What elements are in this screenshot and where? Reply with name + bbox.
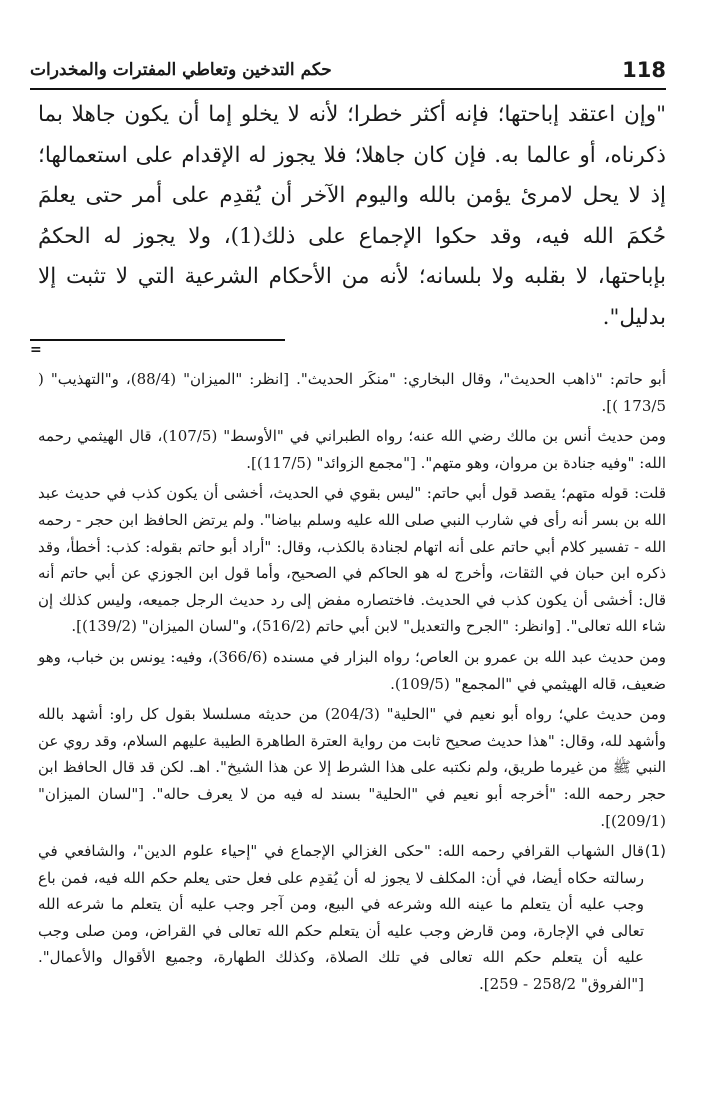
main-text	[38, 95, 666, 338]
footnote-text: قال الشهاب القرافي رحمه الله: "حكى الغزالي الإجماع في "إحياء علوم الدين"، والشافعي في رسالته حكاه أيضا، في أن: المكلف لا يجوز له أن يُقدِم على فعل حتى يعلم حكم الله فيه، فمن باع وجب عليه أن يتعلم ما عينه الله وشرعه في البيع، ومن آجر وجب عليه أن يتعلم ما شرعه الله تعالى في الإجارة، ومن قارض وجب عليه أن يتعلم حكم الله تعالى في القراض، ومن صلى وجب عليه أن يتعلم حكم الله تعالى في تلك الصلاة، وكذلك الطهارة، وجميع الأقوال والأعمال". ["الفروق" 258/2 - 259].	[38, 842, 644, 994]
main-paragraph: "وإن اعتقد إباحتها؛ فإنه أكثر خطرا؛ لأنه لا يخلو إما أن يكون جاهلا بما ذكرناه، أو عالما به. فإن كان جاهلا؛ فلا يجوز له الإقدام على استعمالها؛ إذ لا يحل لامرئ يؤمن بالله واليوم الآخر أن يُقدِم على أمر حتى يعلمَ حُكمَ الله فيه، وقد حكوا الإجماع على ذلك(1)، ولا يجوز له الحكمُ بإباحتها، لا بقلبه ولا بلسانه؛ لأنه من الأحكام الشرعية التي لا تثبت إلا بدليل".	[38, 102, 666, 330]
footnote-paragraph: ومن حديث أنس بن مالك رضي الله عنه؛ رواه الطبراني في "الأوسط" (107/5)، قال الهيثمي رحمه الله: "وفيه جنادة بن مروان، وهو متهم". ["مجمع الزوائد" (117/5)].	[38, 427, 666, 472]
footnotes	[38, 366, 666, 998]
footnote-paragraph: أبو حاتم: "ذاهب الحديث"، وقال البخاري: "منكَر الحديث". [انظر: "الميزان" (88/4)، و"التهذيب" ( 173/5 )].	[38, 370, 666, 415]
running-header	[30, 58, 666, 86]
page-number: 118	[622, 58, 666, 82]
running-title: حكم التدخين وتعاطي المفترات والمخدرات	[30, 60, 332, 80]
footnote-1	[38, 838, 666, 998]
footnote-paragraph: ومن حديث عبد الله بن عمرو بن العاص؛ رواه البزار في مسنده (366/6)، وفيه: يونس بن خباب، وهو ضعيف، قاله الهيثمي في "المجمع" (109/5).	[38, 647, 667, 693]
footnote-paragraph: قلت: قوله متهم؛ يقصد قول أبي حاتم: "ليس بقوي في الحديث، أخشى أن يكون كذب في حديث عبد الله بن بسر أنه رأى في شارب النبي صلى الله عليه وسلم بياضا". ولم يرتض الحافظ ابن حجر - رحمه الله - تفسير كلام أبي حاتم على أنه اتهام لجنادة بالكذب، وقال: "أراد أبو حاتم بقوله: كذب: أخطأ، وقد ذكره ابن حبان في الثقات، وأخرج له هو الحاكم في الصحيح، وأما قول ابن الجوزي عن أبي حاتم أنه قال: أخشى أن يكون كذب في الحديث. فاختصاره مفض إلى رد حديث الرجل جميعه، وليس كذلك إن شاء الله تعالى". [وانظر: "الجرح والتعديل" لابن أبي حاتم (516/2)، و"لسان الميزان" (139/2)].	[38, 484, 666, 636]
header-rule	[30, 88, 666, 90]
footnote-separator	[30, 339, 285, 341]
footnote-continuation-mark: =	[30, 342, 42, 358]
footnote-paragraph: ومن حديث علي؛ رواه أبو نعيم في "الحلية" (204/3) من حديثه مسلسلا بقول كل راو: أشهد بالله وأشهد لله، وقال: "هذا حديث صحيح ثابت من رواية العترة الطاهرة الطيبة عليهم السلام، وقد روي عن النبي ﷺ من غيرما طريق، ولم نكتبه على هذا الشرط إلا عن هذا الشيخ". اهـ. لكن قد قال الحافظ ابن حجر رحمه الله: "أخرجه أبو نعيم في "الحلية" بسند له فيه من لا يعرف حاله". ["لسان الميزان" (209/1)].	[38, 705, 666, 830]
footnote-number: (1)	[644, 842, 666, 861]
